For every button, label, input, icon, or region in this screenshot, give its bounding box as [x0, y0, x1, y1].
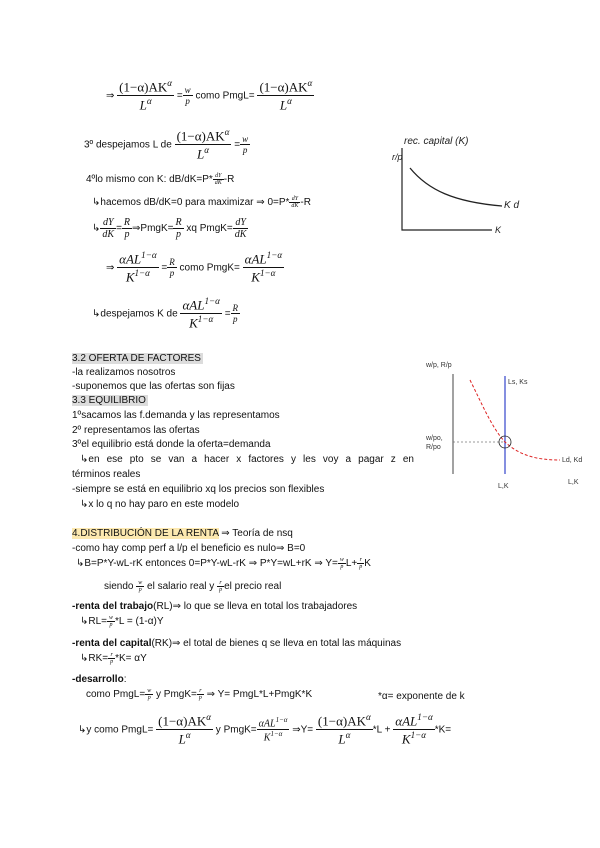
implies-arrow: ⇒ [106, 90, 115, 102]
sketch-label-k: K [495, 225, 502, 235]
sec33-line3: 3ºel equilibrio está donde la oferta=demanda [72, 439, 271, 451]
sec4-final-formula: ↳y como PmgL= $\frac{(1-\alpha)AK^\alpha}{L^\alpha}$ y PmgK= $\frac{\alpha AL^{1-\alpha}}{K^{1-\alpha}}$ ⇒Y= $\frac{(1-\alpha)AK^\alpha}{L^\alpha}$ *L + $\frac{\alpha AL^{1-\alpha}}{K^{1-\alpha}}$ *K= [78, 712, 452, 747]
section-4-heading [72, 528, 293, 539]
sketch2-ls-ks: Ls, Ks [508, 379, 528, 386]
sec32-line2: -suponemos que las ofertas son fijas [72, 381, 235, 392]
sketch-label-top: rec. capital (K) [404, 136, 469, 147]
formula-line-6: ⇒ $\frac{\alpha AL^{1-\alpha}}{K^{1-\alpha}}$ = $\frac{R}{p}$ como PmgK= $\frac{\alpha AL^{1-\alpha}}{K^{1-\alpha}}$ [106, 250, 283, 285]
formula-line-3: 4ºlo mismo con K: dB/dK=P* $\frac{dY}{dK}$ -R [86, 173, 235, 186]
sketch2-ylabel: w/p, R/p [426, 362, 452, 369]
heading-4: 4.DISTRIBUCIÓN DE LA RENTA [72, 528, 219, 539]
sec4-siendo: siendo $\frac{w}{p}$ el salario real y $\frac{r}{p}$ el precio real [104, 580, 282, 593]
label-como-pmgl: como PmgL= [195, 90, 255, 102]
sketch-axes [402, 148, 492, 230]
sec33-line1: 1ºsacamos las f.demanda y las representamos [72, 409, 280, 421]
sketch2-ld-kd: Ld, Kd [562, 457, 583, 464]
fraction-f1: $\frac{(1-\alpha)AK^\alpha}{L^\alpha}$ [119, 78, 173, 113]
sec4-como-pmgl: como PmgL= $\frac{w}{p}$ y PmgK= $\frac{r}{p}$ ⇒ Y= PmgL*L+PmgK*K [86, 688, 313, 701]
sec4-renta-capital: -renta del capital(RK)⇒ el total de bienes q se lleva en total las máquinas [72, 638, 402, 649]
sec4-note: *α= exponente de k [378, 691, 465, 702]
formula-line-4: ↳hacemos dB/dK=0 para maximizar ⇒ 0=P* $\frac{dY}{dK}$ -R [92, 196, 311, 209]
sec33-line6: -siempre se está en equilibrio xq los precios son flexibles [72, 483, 325, 495]
sketch-demand-curve [410, 168, 502, 206]
sec32-line1: -la realizamos nosotros [72, 367, 176, 378]
heading-3-3: 3.3 EQUILIBRIO [72, 395, 146, 406]
formula-line-2: 3º despejamos L de $\frac{(1-\alpha)AK^\alpha}{L^\alpha}$ = $\frac{w}{p}$ [84, 127, 249, 162]
sketch2-wpo: w/po, [426, 435, 443, 442]
fraction-f1b: $\frac{(1-\alpha)AK^\alpha}{L^\alpha}$ [259, 78, 313, 113]
sketch-label-kd: K d [504, 200, 520, 211]
sec33-line4: ↳en ese pto se van a hacer x factores y les voy a pagar z en [80, 454, 414, 466]
sec4-desarrollo: -desarrollo: [72, 674, 127, 685]
sec4-renta-trabajo: -renta del trabajo(RL)⇒ lo que se lleva en total los trabajadores [72, 601, 358, 612]
sec4-line2: ↳B=P*Y-wL-rK entonces 0=P*Y-wL-rK ⇒ P*Y=wL+rK ⇒ Y= $\frac{w}{p}$ L+ $\frac{r}{p}$ K [76, 557, 371, 570]
sec4-rk: ↳RK= $\frac{r}{p}$ *K= αY [80, 652, 147, 665]
sketch2-demand-curve [470, 380, 560, 460]
heading-4-tail: ⇒ Teoría de nsq [221, 528, 293, 539]
section-3-2 [72, 352, 235, 394]
sec33-line5: términos reales [72, 468, 141, 480]
sketch2-lk-right: L,K [568, 479, 579, 486]
sec4-line1: -como hay comp perf a l/p el beneficio es nulo⇒ B=0 [72, 543, 306, 554]
sec33-line2: 2º representamos las ofertas [72, 424, 200, 436]
sketch-label-y: r/p [392, 152, 403, 162]
formula-line-5: ↳ $\frac{dY}{dK}$ = $\frac{R}{p}$ ⇒PmgK= $\frac{R}{p}$ xq PmgK= $\frac{dY}{dK}$ [92, 217, 247, 240]
sketch2-lk-left: L,K [498, 483, 509, 490]
section-3-3 [72, 394, 414, 512]
sketch2-rpo: R/po [426, 444, 441, 451]
heading-3-2: 3.2 OFERTA DE FACTORES [72, 353, 201, 364]
formula-line-7: ↳despejamos K de $\frac{\alpha AL^{1-\alpha}}{K^{1-\alpha}}$ = $\frac{R}{p}$ [92, 296, 239, 331]
capital-demand-sketch [388, 128, 528, 238]
sec4-rl: ↳RL= $\frac{w}{p}$ *L = (1-α)Y [80, 615, 164, 628]
formula-line-1: ⇒ $\frac{(1-\alpha)AK^\alpha}{L^\alpha}$ = $\frac{w}{p}$ como PmgL= $\frac{(1-\alpha)AK^\alpha}{L^\alpha}$ [106, 78, 313, 113]
sec33-line7: ↳x lo q no hay paro en este modelo [80, 498, 240, 510]
factor-market-sketch [420, 356, 596, 496]
